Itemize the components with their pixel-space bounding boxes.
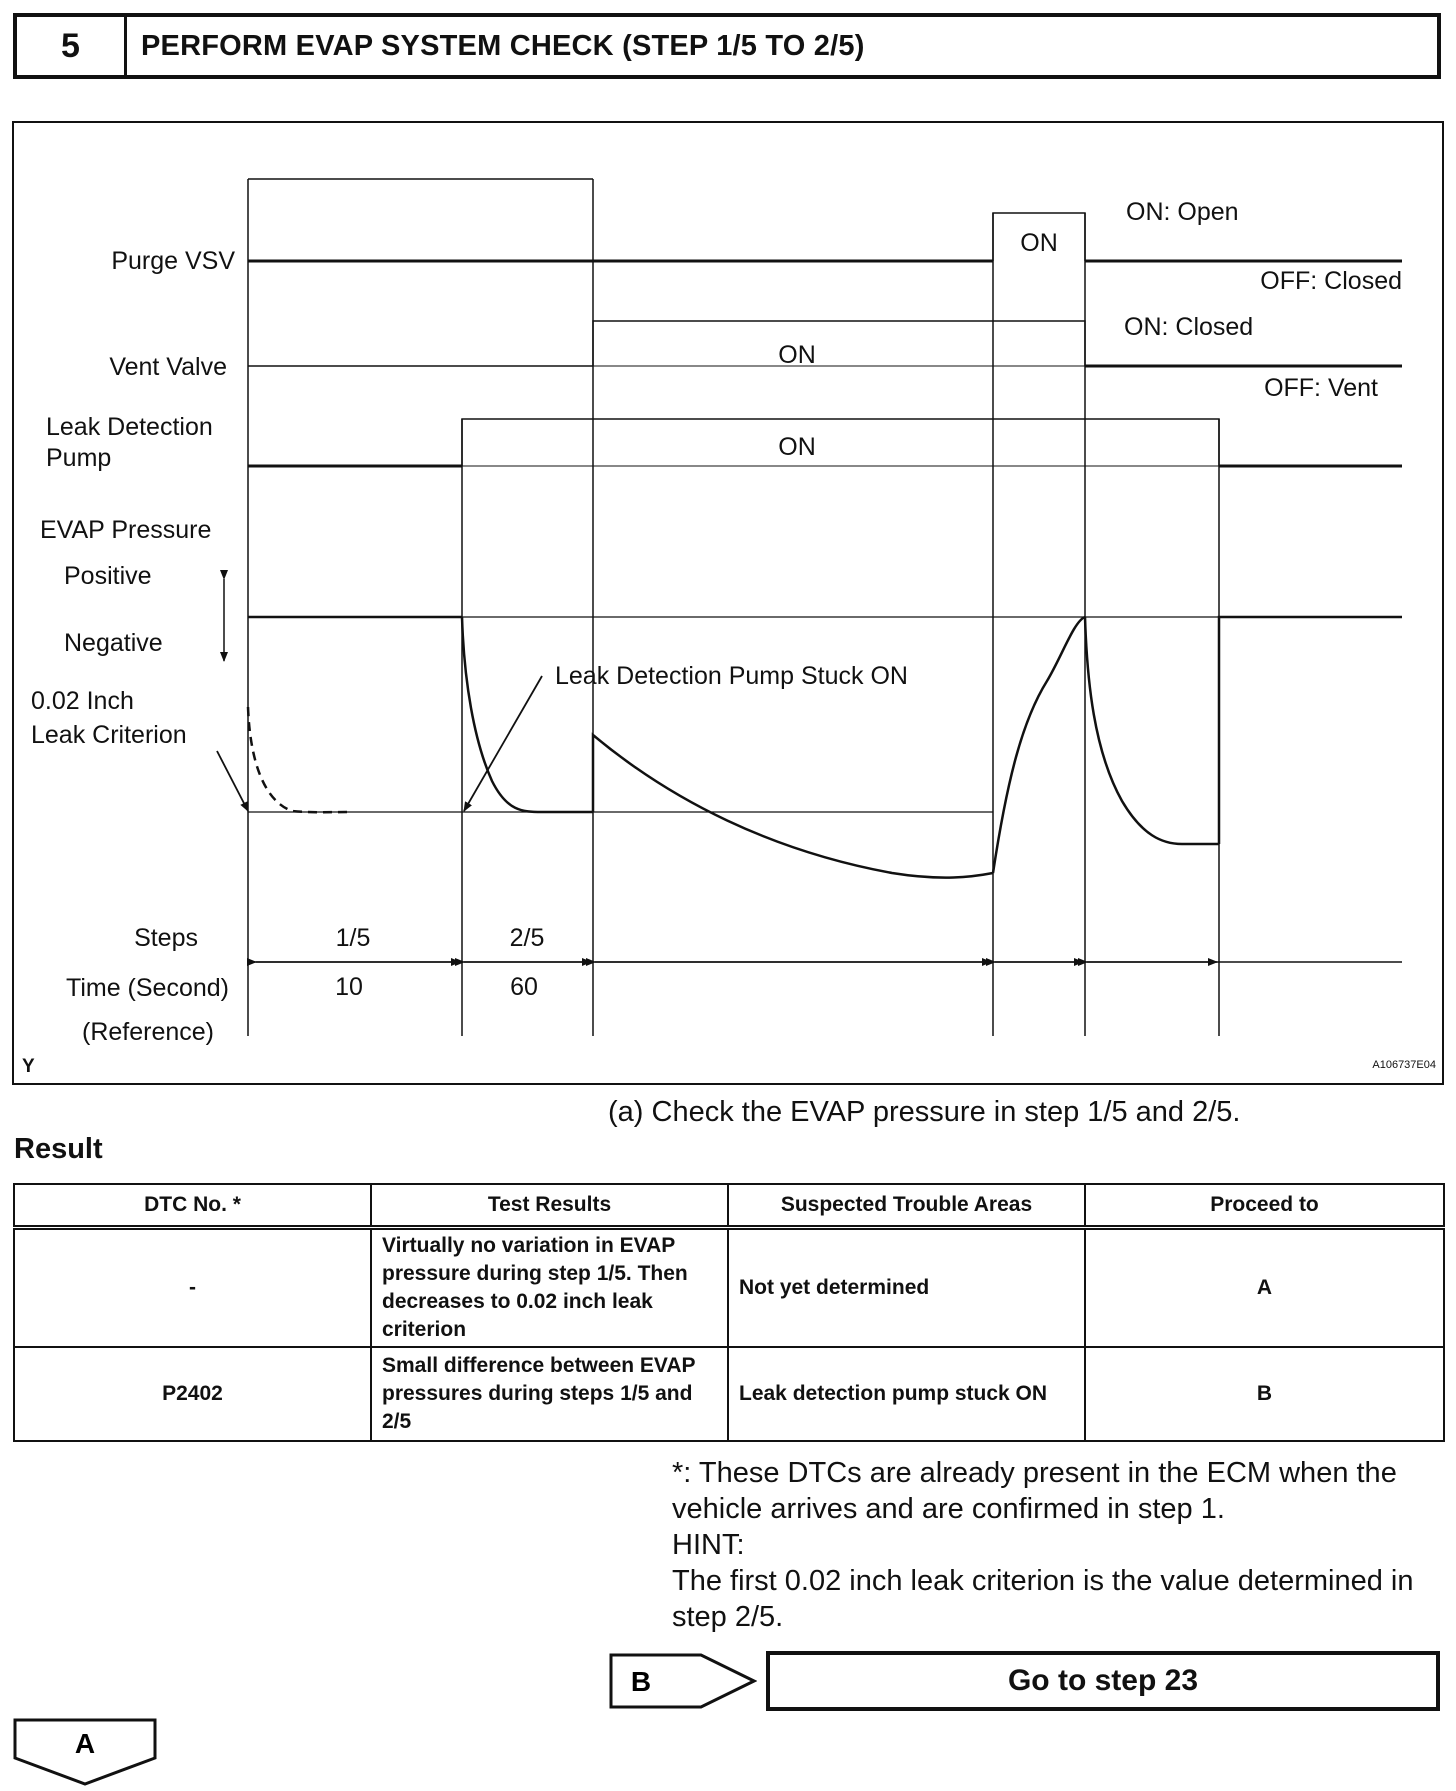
pump-on-label: ON [778,433,816,461]
leak-pump-signal [248,419,1402,466]
branch-b-arrow-icon [609,1652,757,1710]
cell-dtc: P2402 [14,1347,371,1441]
positive-label: Positive [64,562,152,590]
time-60-label: 60 [510,973,538,1001]
step-2-5-label: 2/5 [509,924,545,952]
cell-proceed: A [1085,1228,1444,1348]
cell-dtc: - [14,1228,371,1348]
cell-trouble-area: Leak detection pump stuck ON [728,1347,1085,1441]
time-10-label: 10 [335,973,363,1001]
cell-test-result: Small difference between EVAP pressures during steps 1/5 and 2/5 [371,1347,728,1441]
leak-pump-label-1: Leak Detection [46,413,213,441]
dtc-footnote: *: These DTCs are already present in the ECM when the vehicle arrives and are confirmed in step 1. [672,1457,1397,1525]
criterion-callout-arrow [217,751,248,811]
result-title: Result [14,1133,103,1165]
vent-on-label: ON [778,341,816,369]
step-1-5-label: 1/5 [335,924,371,952]
table-row [14,1347,1444,1441]
steps-label: Steps [134,924,198,952]
timing-diagram-svg [12,121,1444,1085]
branch-a-tag[interactable] [13,1718,159,1791]
cell-trouble-area: Not yet determined [728,1228,1085,1348]
evap-pressure-curve [248,617,1402,878]
branch-b-tag[interactable] [609,1652,757,1715]
header-test-results: Test Results [371,1184,728,1228]
vent-off-state: OFF: Vent [1264,374,1378,402]
purge-off-state: OFF: Closed [1260,267,1402,295]
figure-id: A106737E04 [1372,1059,1436,1071]
pump-stuck-label: Leak Detection Pump Stuck ON [555,662,908,690]
go-to-step-23-button[interactable]: Go to step 23 [766,1651,1440,1711]
evap-pressure-label: EVAP Pressure [40,516,212,544]
header-dtc: DTC No. * [14,1184,371,1228]
negative-label: Negative [64,629,163,657]
vent-valve-label: Vent Valve [109,353,227,381]
purge-vsv-label: Purge VSV [111,247,235,275]
criterion-label-2: Leak Criterion [31,721,187,749]
purge-on-label: ON [1020,229,1058,257]
criterion-dashed-curve [248,707,352,812]
branch-a-arrow-icon [13,1718,159,1786]
cell-proceed: B [1085,1347,1444,1441]
step-number: 5 [17,17,127,75]
branch-b-label: B [630,1666,652,1697]
pump-stuck-callout-arrow [464,676,542,811]
check-instruction: (a) Check the EVAP pressure in step 1/5 and 2/5. [608,1096,1241,1128]
step-boundaries [248,179,1219,1036]
cell-test-result: Virtually no variation in EVAP pressure during step 1/5. Then decreases to 0.02 inch leak criterion [371,1228,728,1348]
hint-label: HINT: [672,1529,745,1561]
header-trouble-areas: Suspected Trouble Areas [728,1184,1085,1228]
purge-on-state: ON: Open [1126,198,1239,226]
table-row [14,1228,1444,1348]
criterion-label-1: 0.02 Inch [31,687,134,715]
corner-mark: Y [22,1056,35,1077]
evap-timing-diagram [12,121,1444,1085]
reference-label: (Reference) [82,1018,214,1046]
notes-block [672,1455,1442,1635]
branch-a-label: A [74,1728,96,1759]
result-table [13,1183,1445,1442]
hint-text: The first 0.02 inch leak criterion is the value determined in step 2/5. [672,1565,1414,1633]
time-label: Time (Second) [65,974,229,1002]
step-header [13,13,1441,79]
vent-on-state: ON: Closed [1124,313,1254,341]
table-header-row [14,1184,1444,1228]
leak-pump-label-2: Pump [46,444,112,472]
header-proceed-to: Proceed to [1085,1184,1444,1228]
step-title: PERFORM EVAP SYSTEM CHECK (STEP 1/5 TO 2/5) [141,29,865,62]
